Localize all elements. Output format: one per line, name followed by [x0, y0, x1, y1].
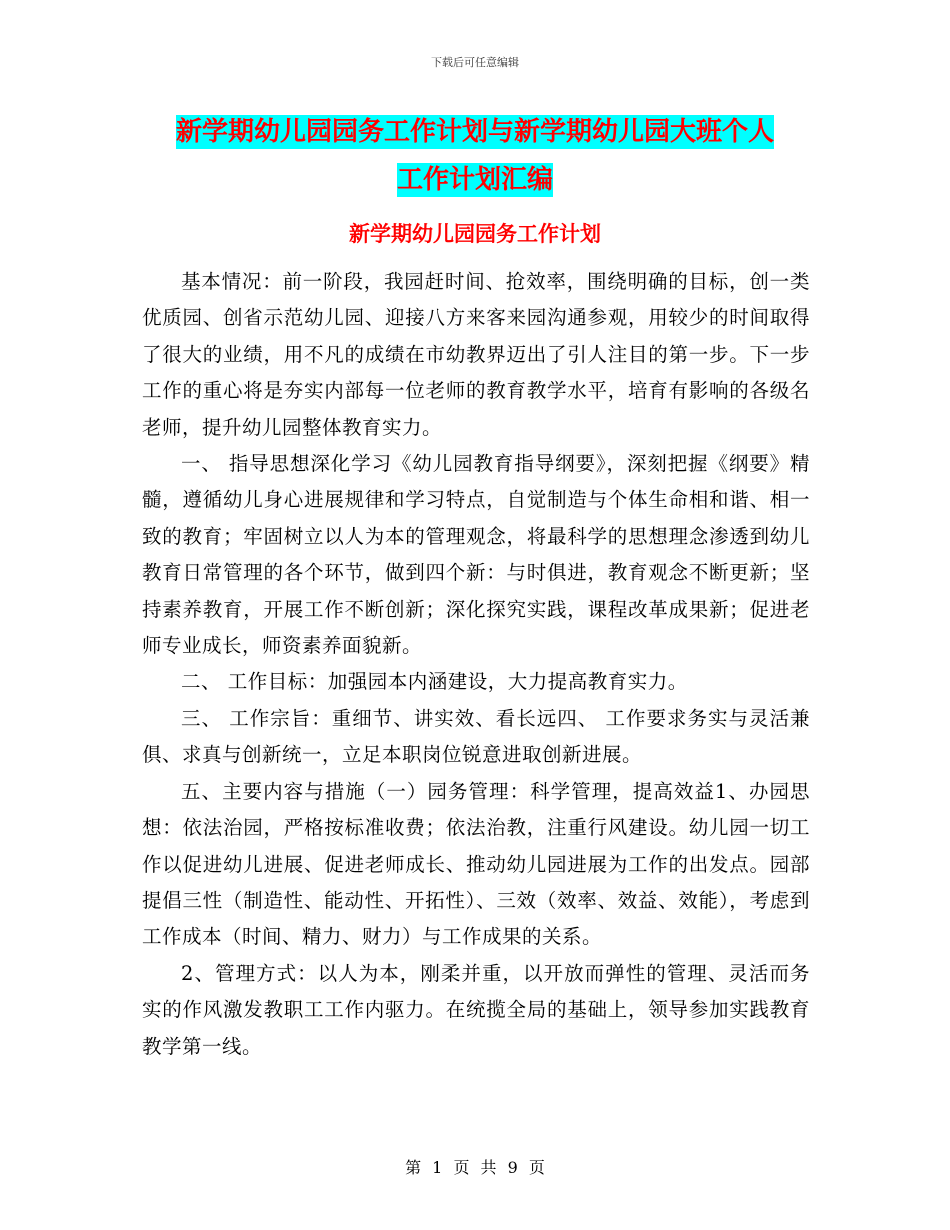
- paragraph-management-style: 2、管理方式：以人为本，刚柔并重，以开放而弹性的管理、灵活而务实的作风激发教职工工作内驱力。在统揽全局的基础上，领导参加实践教育教学第一线。: [142, 961, 810, 1058]
- document-body: [142, 264, 810, 1065]
- section-title: 新学期幼儿园园务工作计划: [349, 221, 601, 246]
- paragraph-guiding-thought: 一、 指导思想深化学习《幼儿园教育指导纲要》，深刻把握《纲要》精髓，遵循幼儿身心进展规律和学习特点，自觉制造与个体生命相和谐、相一致的教育；牢固树立以人为本的管理观念，将最科学的思想理念渗透到幼儿教育日常管理的各个环节，做到四个新：与时俱进，教育观念不断更新；坚持素养教育，开展工作不断创新；深化探究实践，课程改革成果新；促进老师专业成长，师资素养面貌新。: [142, 452, 810, 658]
- paragraph-main-content: 五、主要内容与措施（一）园务管理：科学管理，提高效益1、办园思想：依法治园，严格按标准收费；依法治教，注重行风建设。幼儿园一切工作以促进幼儿进展、促进老师成长、推动幼儿园进展为工作的出发点。园部提倡三性（制造性、能动性、开拓性）、三效（效率、效益、效能），考虑到工作成本（时间、精力、财力）与工作成果的关系。: [142, 779, 810, 949]
- document-title: [140, 108, 810, 204]
- document-title-line-1: 新学期幼儿园园务工作计划与新学期幼儿园大班个人: [175, 117, 774, 147]
- document-title-line-2: 工作计划汇编: [396, 165, 553, 195]
- paragraph-work-goal: 二、 工作目标：加强园本内涵建设，大力提高教育实力。: [181, 670, 688, 694]
- page-number-footer: 第 1 页 共 9 页: [405, 1158, 545, 1177]
- paragraph-work-purpose: 三、 工作宗旨：重细节、讲实效、看长远四、 工作要求务实与灵活兼俱、求真与创新统一，立足本职岗位锐意进取创新进展。: [142, 706, 810, 767]
- paragraph-basic-situation: 基本情况：前一阶段，我园赶时间、抢效率，围绕明确的目标，创一类优质园、创省示范幼儿园、迎接八方来客来园沟通参观，用较少的时间取得了很大的业绩，用不凡的成绩在市幼教界迈出了引人注目的第一步。下一步工作的重心将是夯实内部每一位老师的教育教学水平，培育有影响的各级名老师，提升幼儿园整体教育实力。: [142, 270, 810, 439]
- header-note: 下载后可任意编辑: [431, 56, 519, 69]
